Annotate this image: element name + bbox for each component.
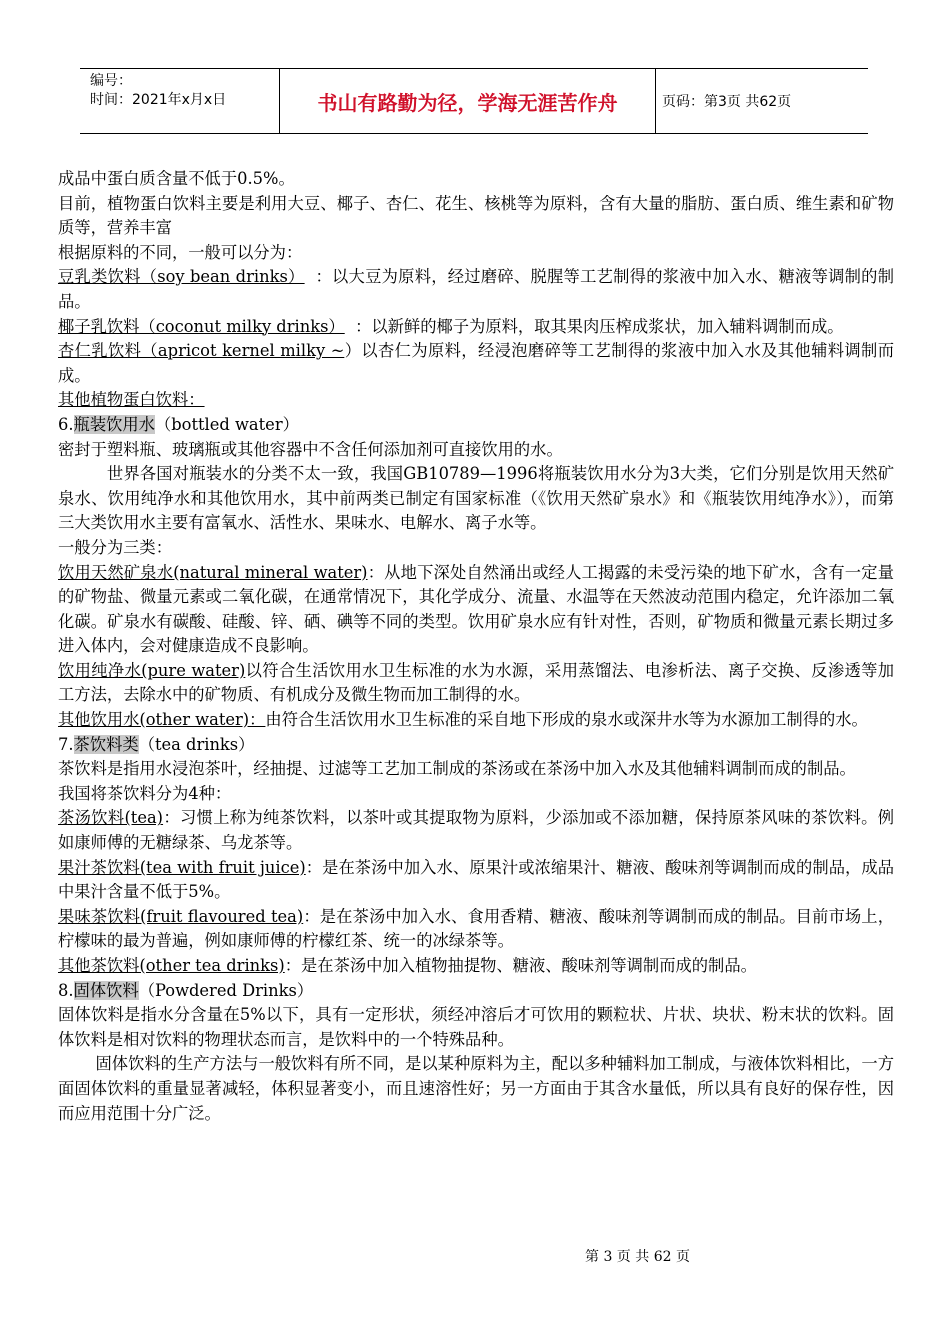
paragraph <box>58 315 894 340</box>
paragraph <box>58 659 894 708</box>
term-definition: ：是在茶汤中加入水、食用香精、糖液、酸味剂等调制而成的制品。目前市场上，柠檬味的最为普遍，例如康师傅的柠檬红茶、统一的冰绿茶等。 <box>58 906 894 951</box>
paragraph <box>58 954 894 979</box>
term-definition: ：是在茶汤中加入植物抽提物、糖液、酸味剂等调制而成的制品。 <box>284 956 757 975</box>
term-definition: ：从地下深处自然涌出或经人工揭露的未受污染的地下矿水，含有一定量的矿物盐、微量元素或二氧化碳，在通常情况下，其化学成分、流量、水温等在天然波动范围内稳定，允许添加二氧化碳。矿泉水有碳酸、硅酸、锌、硒、碘等不同的类型。饮用矿泉水应有针对性，否则，矿物质和微量元素长期过多进入体内，会对健康造成不良影响。 <box>58 562 894 656</box>
section-number: 7. <box>58 734 74 754</box>
paragraph <box>58 905 894 954</box>
term-definition: 以符合生活饮用水卫生标准的水为水源，采用蒸馏法、电渗析法、离子交换、反渗透等加工方法，去除水中的矿物质、有机成分及微生物而加工制得的水。 <box>58 660 894 705</box>
term: 其他茶饮料(other tea drinks) <box>58 956 285 975</box>
paragraph <box>58 806 894 855</box>
section-title: 瓶装饮用水 <box>73 414 155 434</box>
section-english: （Powdered Drinks） <box>138 980 314 1000</box>
term: 饮用天然矿泉水(natural mineral water) <box>58 562 368 582</box>
term: 果汁茶饮料(tea with fruit juice) <box>58 857 306 877</box>
paragraph <box>58 339 894 388</box>
term: 其他植物蛋白饮料： <box>58 390 205 410</box>
term-definition: 由符合生活饮用水卫生标准的采自地下形成的泉水或深井水等为水源加工制得的水。 <box>265 710 868 730</box>
document-body <box>58 167 894 1126</box>
paragraph <box>58 856 894 905</box>
paragraph <box>58 561 894 659</box>
page-header <box>80 68 868 134</box>
paragraph: 世界各国对瓶装水的分类不太一致，我国GB10789—1996将瓶装饮用水分为3大类，它们分别是饮用天然矿泉水、饮用纯净水和其他饮用水，其中前两类已制定有国家标准（《饮用天然矿泉水》和《瓶装饮用纯净水》），而第三大类饮用水主要有富氧水、活性水、果味水、电解水、离子水等。 <box>58 464 894 533</box>
section-title: 固体饮料 <box>73 980 139 1000</box>
paragraph: 目前，植物蛋白饮料主要是利用大豆、椰子、杏仁、花生、核桃等为原料，含有大量的脂肪、蛋白质、维生素和矿物质等，营养丰富 <box>58 193 894 238</box>
section-title: 茶饮料类 <box>73 734 139 754</box>
paragraph <box>58 708 894 733</box>
term: 豆乳类饮料（soy bean drinks） <box>58 267 305 287</box>
paragraph <box>58 265 894 314</box>
term: 其他饮用水(other water)： <box>58 710 266 730</box>
section-english: （tea drinks） <box>138 734 255 754</box>
section-heading <box>58 733 894 758</box>
section-number: 8. <box>58 980 74 1000</box>
paragraph: 茶饮料是指用水浸泡茶叶，经抽提、过滤等工艺加工制成的茶汤或在茶汤中加入水及其他辅料调制而成的制品。 <box>58 759 856 779</box>
paragraph: 固体饮料的生产方法与一般饮料有所不同，是以某种原料为主，配以多种辅料加工制成，与液体饮料相比，一方面固体饮料的重量显著减轻，体积显著变小，而且速溶性好；另一方面由于其含水量低，所以具有良好的保存性，因而应用范围十分广泛。 <box>58 1054 894 1123</box>
term: 茶汤饮料(tea) <box>58 808 164 828</box>
term: 饮用纯净水(pure water) <box>58 660 246 680</box>
paragraph: 根据原料的不同，一般可以分为： <box>58 242 303 262</box>
paragraph: 密封于塑料瓶、玻璃瓶或其他容器中不含任何添加剂可直接饮用的水。 <box>58 439 563 459</box>
term: 杏仁乳饮料（apricot kernel milky ~ <box>58 341 345 361</box>
page-footer: 第 3 页 共 62 页 <box>585 1249 690 1265</box>
paragraph: 固体饮料是指水分含量在5%以下，具有一定形状，须经冲溶后才可饮用的颗粒状、片状、块状、粉末状的饮料。固体饮料是相对饮料的物理状态而言，是饮料中的一个特殊品种。 <box>58 1005 894 1049</box>
term: 椰子乳饮料（coconut milky drinks） <box>58 316 345 336</box>
term-definition: ：以新鲜的椰子为原料，取其果肉压榨成浆状，加入辅料调制而成。 <box>355 316 844 336</box>
paragraph <box>58 388 894 413</box>
header-number: 编号： <box>90 73 132 89</box>
header-meta <box>80 69 280 133</box>
paragraph: 我国将茶饮料分为4种： <box>58 783 232 803</box>
paragraph: 一般分为三类： <box>58 537 172 557</box>
section-english: （bottled water） <box>154 414 299 434</box>
term-definition: ：是在茶汤中加入水、原果汁或浓缩果汁、糖液、酸味剂等调制而成的制品，成品中果汁含量不低于5%。 <box>58 857 894 902</box>
header-page-number: 页码：第3页 共62页 <box>662 94 792 110</box>
term-definition: ：习惯上称为纯茶饮料，以茶叶或其提取物为原料，少添加或不添加糖，保持原茶风味的茶饮料。例如康师傅的无糖绿茶、乌龙茶等。 <box>58 808 894 853</box>
term-definition: ：以大豆为原料，经过磨碎、脱腥等工艺制得的浆液中加入水、糖液等调制的制品。 <box>58 267 895 311</box>
section-heading <box>58 413 894 438</box>
header-time: 时间：2021年x月x日 <box>90 92 227 108</box>
term-definition: ）以杏仁为原料，经浸泡磨碎等工艺制得的浆液中加入水及其他辅料调制而成。 <box>58 341 894 385</box>
section-heading <box>58 979 894 1004</box>
header-slogan: 书山有路勤为径，学海无涯苦作舟 <box>280 69 656 133</box>
paragraph: 成品中蛋白质含量不低于0.5%。 <box>58 169 295 188</box>
section-number: 6. <box>58 414 74 434</box>
term: 果味茶饮料(fruit flavoured tea) <box>58 906 304 926</box>
